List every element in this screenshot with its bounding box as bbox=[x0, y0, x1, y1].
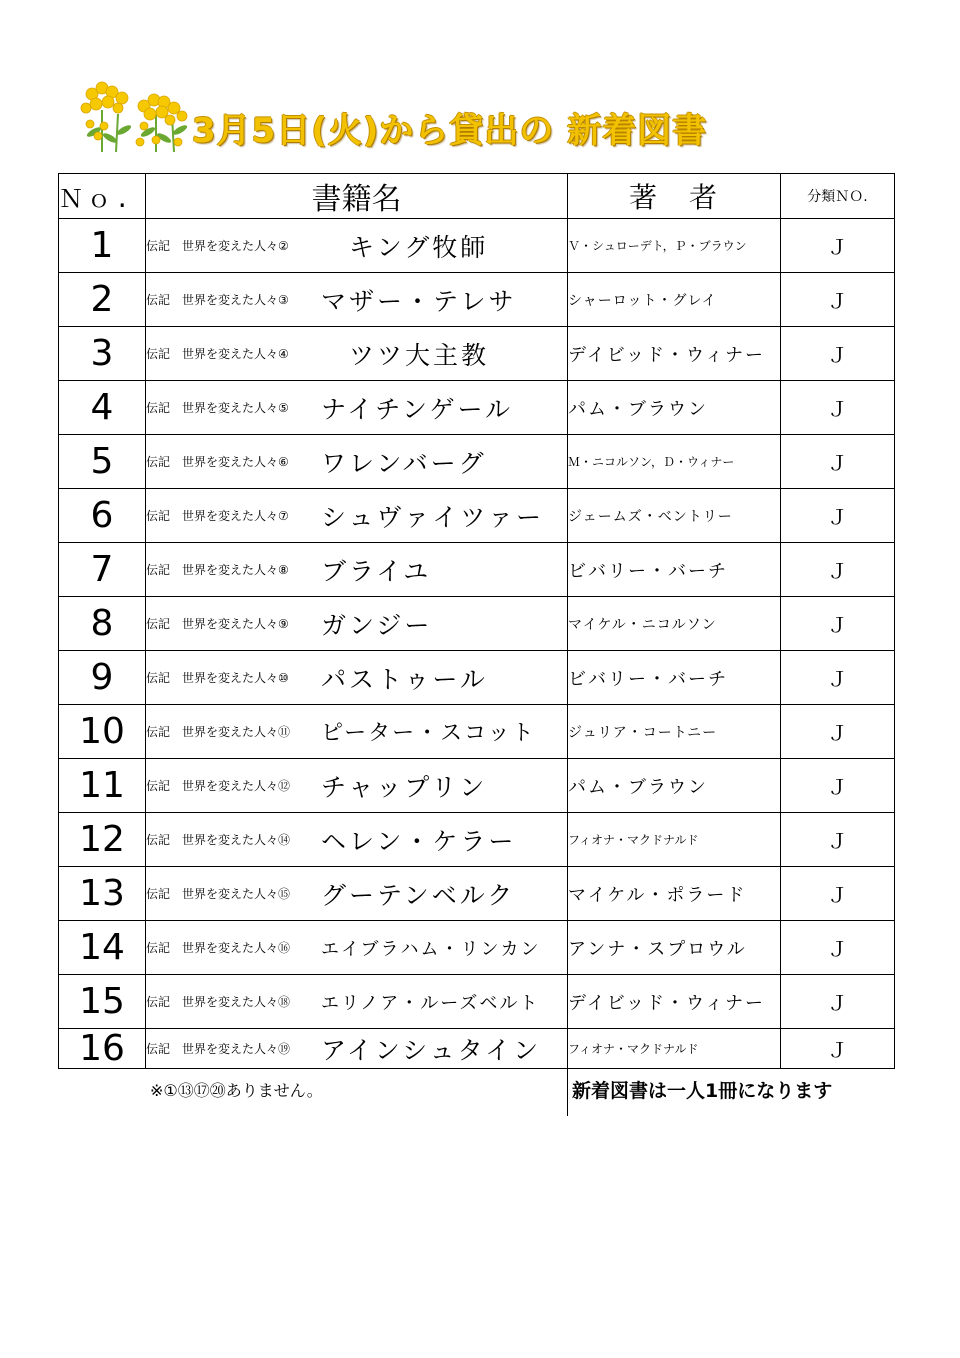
row-author: ジュリア・コートニー bbox=[568, 705, 781, 759]
row-title bbox=[146, 1029, 568, 1069]
row-class: Ｊ bbox=[781, 1029, 895, 1069]
row-book-name: ブライユ bbox=[321, 556, 432, 586]
table-row bbox=[59, 867, 895, 921]
row-class: Ｊ bbox=[781, 273, 895, 327]
row-no: 11 bbox=[59, 759, 146, 813]
row-book-name: エイブラハム・リンカン bbox=[321, 938, 541, 960]
row-author: ジェームズ・ベントリー bbox=[568, 489, 781, 543]
row-author: アンナ・スプロウル bbox=[568, 921, 781, 975]
row-no: 12 bbox=[59, 813, 146, 867]
table-row bbox=[59, 489, 895, 543]
row-author: ビバリー・バーチ bbox=[568, 543, 781, 597]
table-row bbox=[59, 381, 895, 435]
row-author: シャーロット・グレイ bbox=[568, 273, 781, 327]
row-class: Ｊ bbox=[781, 597, 895, 651]
row-series: 伝記 世界を変えた人々⑩ bbox=[146, 671, 289, 685]
rapeseed-flower-icon bbox=[78, 80, 190, 156]
row-book-name: チャップリン bbox=[321, 772, 488, 802]
row-title bbox=[146, 435, 568, 489]
row-author: Ｖ・シュローデト，Ｐ・ブラウン bbox=[568, 219, 781, 273]
table-row bbox=[59, 219, 895, 273]
row-class: Ｊ bbox=[781, 921, 895, 975]
row-no: 5 bbox=[59, 435, 146, 489]
row-book-name: キング牧師 bbox=[321, 232, 489, 262]
row-author: フィオナ・マクドナルド bbox=[568, 1029, 781, 1069]
row-title bbox=[146, 921, 568, 975]
title-area bbox=[78, 80, 707, 156]
row-class: Ｊ bbox=[781, 705, 895, 759]
row-no: 10 bbox=[59, 705, 146, 759]
row-title bbox=[146, 489, 568, 543]
row-series: 伝記 世界を変えた人々⑦ bbox=[146, 509, 289, 523]
header-title: 書籍名 bbox=[146, 174, 568, 219]
row-series: 伝記 世界を変えた人々⑧ bbox=[146, 563, 289, 577]
table-row bbox=[59, 543, 895, 597]
table-row bbox=[59, 273, 895, 327]
row-title bbox=[146, 543, 568, 597]
row-no: 7 bbox=[59, 543, 146, 597]
row-title bbox=[146, 273, 568, 327]
row-series: 伝記 世界を変えた人々⑭ bbox=[146, 833, 291, 847]
book-table bbox=[58, 173, 895, 1069]
table-row bbox=[59, 597, 895, 651]
row-author: パム・ブラウン bbox=[568, 381, 781, 435]
table-row bbox=[59, 759, 895, 813]
row-title bbox=[146, 327, 568, 381]
row-series: 伝記 世界を変えた人々⑤ bbox=[146, 401, 289, 415]
row-book-name: ピーター・スコット bbox=[321, 721, 536, 746]
row-series: 伝記 世界を変えた人々③ bbox=[146, 293, 289, 307]
row-class: Ｊ bbox=[781, 867, 895, 921]
row-title bbox=[146, 867, 568, 921]
table-row bbox=[59, 921, 895, 975]
table-row bbox=[59, 705, 895, 759]
row-title bbox=[146, 759, 568, 813]
row-class: Ｊ bbox=[781, 219, 895, 273]
row-no: 8 bbox=[59, 597, 146, 651]
row-no: 9 bbox=[59, 651, 146, 705]
row-series: 伝記 世界を変えた人々② bbox=[146, 239, 289, 253]
table-row bbox=[59, 1029, 895, 1069]
row-no: 2 bbox=[59, 273, 146, 327]
row-book-name: グーテンベルク bbox=[321, 880, 516, 910]
row-title bbox=[146, 975, 568, 1029]
row-book-name: ヘレン・ケラー bbox=[321, 826, 517, 856]
lending-limit-note: 新着図書は一人1冊になります bbox=[572, 1080, 833, 1102]
missing-volumes-note: ※①⑬⑰⑳ありません。 bbox=[150, 1081, 323, 1100]
row-book-name: ガンジー bbox=[321, 610, 433, 640]
row-no: 3 bbox=[59, 327, 146, 381]
row-book-name: ツツ大主教 bbox=[321, 340, 490, 370]
row-no: 6 bbox=[59, 489, 146, 543]
row-author: マイケル・ニコルソン bbox=[568, 597, 781, 651]
row-title bbox=[146, 813, 568, 867]
row-class: Ｊ bbox=[781, 435, 895, 489]
row-book-name: シュヴァイツァー bbox=[321, 502, 545, 532]
row-author: ビバリー・バーチ bbox=[568, 651, 781, 705]
row-series: 伝記 世界を変えた人々⑯ bbox=[146, 941, 291, 955]
row-no: 15 bbox=[59, 975, 146, 1029]
row-no: 4 bbox=[59, 381, 146, 435]
row-book-name: パストゥール bbox=[321, 664, 488, 694]
row-series: 伝記 世界を変えた人々⑫ bbox=[146, 779, 291, 793]
row-author: パム・ブラウン bbox=[568, 759, 781, 813]
table-row bbox=[59, 651, 895, 705]
row-title bbox=[146, 219, 568, 273]
row-book-name: ナイチンゲール bbox=[321, 394, 514, 424]
table-row bbox=[59, 435, 895, 489]
page-title: 3月5日(火)から貸出の 新着図書 bbox=[192, 111, 708, 151]
row-title bbox=[146, 597, 568, 651]
header-class: 分類ＮＯ. bbox=[781, 174, 895, 219]
row-book-name: アインシュタイン bbox=[321, 1035, 542, 1065]
row-title bbox=[146, 381, 568, 435]
row-class: Ｊ bbox=[781, 651, 895, 705]
row-no: 13 bbox=[59, 867, 146, 921]
row-series: 伝記 世界を変えた人々⑥ bbox=[146, 455, 289, 469]
row-series: 伝記 世界を変えた人々⑨ bbox=[146, 617, 289, 631]
row-title bbox=[146, 705, 568, 759]
row-class: Ｊ bbox=[781, 327, 895, 381]
header-no: Ｎｏ. bbox=[59, 174, 146, 219]
row-class: Ｊ bbox=[781, 543, 895, 597]
row-book-name: マザー・テレサ bbox=[321, 286, 517, 316]
row-series: 伝記 世界を変えた人々⑱ bbox=[146, 995, 291, 1009]
row-no: 16 bbox=[59, 1029, 146, 1069]
row-author: マイケル・ポラード bbox=[568, 867, 781, 921]
row-class: Ｊ bbox=[781, 813, 895, 867]
divider bbox=[567, 1062, 568, 1116]
row-title bbox=[146, 651, 568, 705]
table-header-row bbox=[59, 174, 895, 219]
row-book-name: エリノア・ルーズベルト bbox=[321, 992, 540, 1014]
row-book-name: ワレンバーグ bbox=[321, 448, 487, 478]
row-author: Ｍ・ニコルソン，Ｄ・ウィナー bbox=[568, 435, 781, 489]
row-class: Ｊ bbox=[781, 975, 895, 1029]
row-class: Ｊ bbox=[781, 381, 895, 435]
header-author: 著 者 bbox=[568, 174, 781, 219]
table-row bbox=[59, 327, 895, 381]
table-row bbox=[59, 813, 895, 867]
row-no: 1 bbox=[59, 219, 146, 273]
row-series: 伝記 世界を変えた人々④ bbox=[146, 347, 289, 361]
row-author: デイビッド・ウィナー bbox=[568, 327, 781, 381]
row-author: デイビッド・ウィナー bbox=[568, 975, 781, 1029]
row-no: 14 bbox=[59, 921, 146, 975]
row-class: Ｊ bbox=[781, 759, 895, 813]
row-series: 伝記 世界を変えた人々⑪ bbox=[146, 725, 291, 739]
row-author: フィオナ・マクドナルド bbox=[568, 813, 781, 867]
row-series: 伝記 世界を変えた人々⑲ bbox=[146, 1042, 291, 1056]
row-class: Ｊ bbox=[781, 489, 895, 543]
table-row bbox=[59, 975, 895, 1029]
row-series: 伝記 世界を変えた人々⑮ bbox=[146, 887, 291, 901]
